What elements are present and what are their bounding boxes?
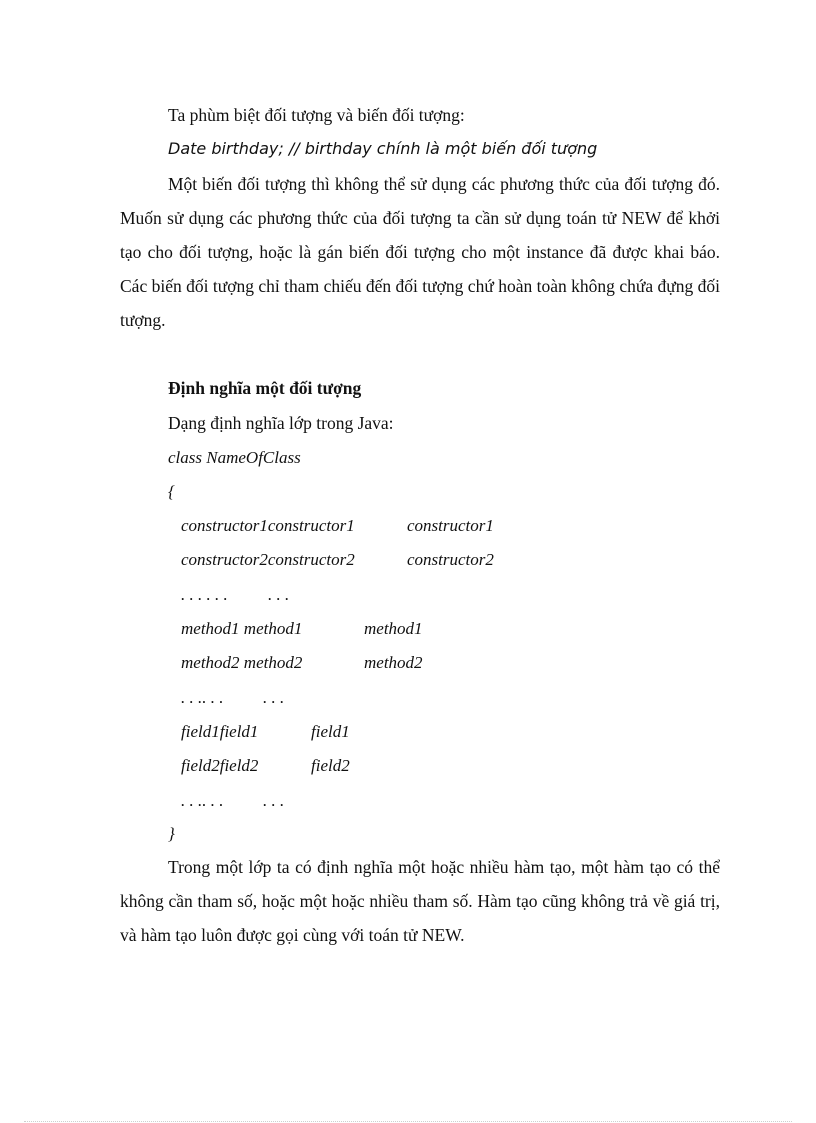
code-row-primary: . . .. . .: [181, 688, 224, 707]
code-row-secondary: field2: [311, 756, 350, 775]
code-row-secondary: field1: [311, 722, 350, 741]
code-row-secondary: . . .: [263, 791, 285, 810]
section-heading: Định nghĩa một đối tượng: [168, 378, 362, 398]
code-row-primary: . . .. . .: [181, 791, 224, 810]
code-row-primary: . . . . . .: [181, 585, 228, 604]
code-example-line: Date birthday; // birthday chính là một biến đối tượng: [168, 139, 598, 158]
code-row-secondary: . . .: [268, 585, 290, 604]
code-row-primary: method1 method1: [181, 619, 303, 638]
page-bottom-border: [24, 1121, 792, 1122]
code-row-primary: method2 method2: [181, 653, 303, 672]
code-row-secondary: constructor1: [407, 516, 494, 535]
code-row-secondary: method2: [364, 653, 423, 672]
paragraph-constructors: Trong một lớp ta có định nghĩa một hoặc nhiều hàm tạo, một hàm tạo có thể không cần tham số, hoặc một hoặc nhiều tham số. Hàm tạo cũng không trả về giá trị, và hàm tạo luôn được gọi cùng với toán tử NEW.: [120, 857, 720, 945]
code-row-secondary: method1: [364, 619, 423, 638]
code-row-primary: field2field2: [181, 756, 259, 775]
code-open-brace: {: [168, 482, 175, 501]
paragraph-object-variable: Một biến đối tượng thì không thể sử dụng các phương thức của đối tượng đó. Muốn sử dụng các phương thức của đối tượng ta cần sử dụng toán tử NEW để khởi tạo cho đối tượng, hoặc là gán biến đối tượng cho một instance đã được khai báo. Các biến đối tượng chỉ tham chiếu đến đối tượng chứ hoàn toàn không chứa đựng đối tượng.: [120, 174, 720, 330]
code-row-secondary: . . .: [263, 688, 285, 707]
code-row-primary: constructor1constructor1: [181, 516, 355, 535]
code-row-secondary: constructor2: [407, 550, 494, 569]
intro-line: Ta phùm biệt đối tượng và biến đối tượng:: [168, 105, 465, 125]
code-row-primary: field1field1: [181, 722, 259, 741]
section-subtitle: Dạng định nghĩa lớp trong Java:: [168, 413, 394, 433]
code-close-brace: }: [168, 824, 175, 843]
code-row-primary: constructor2constructor2: [181, 550, 355, 569]
code-class-line: class NameOfClass: [168, 448, 301, 467]
